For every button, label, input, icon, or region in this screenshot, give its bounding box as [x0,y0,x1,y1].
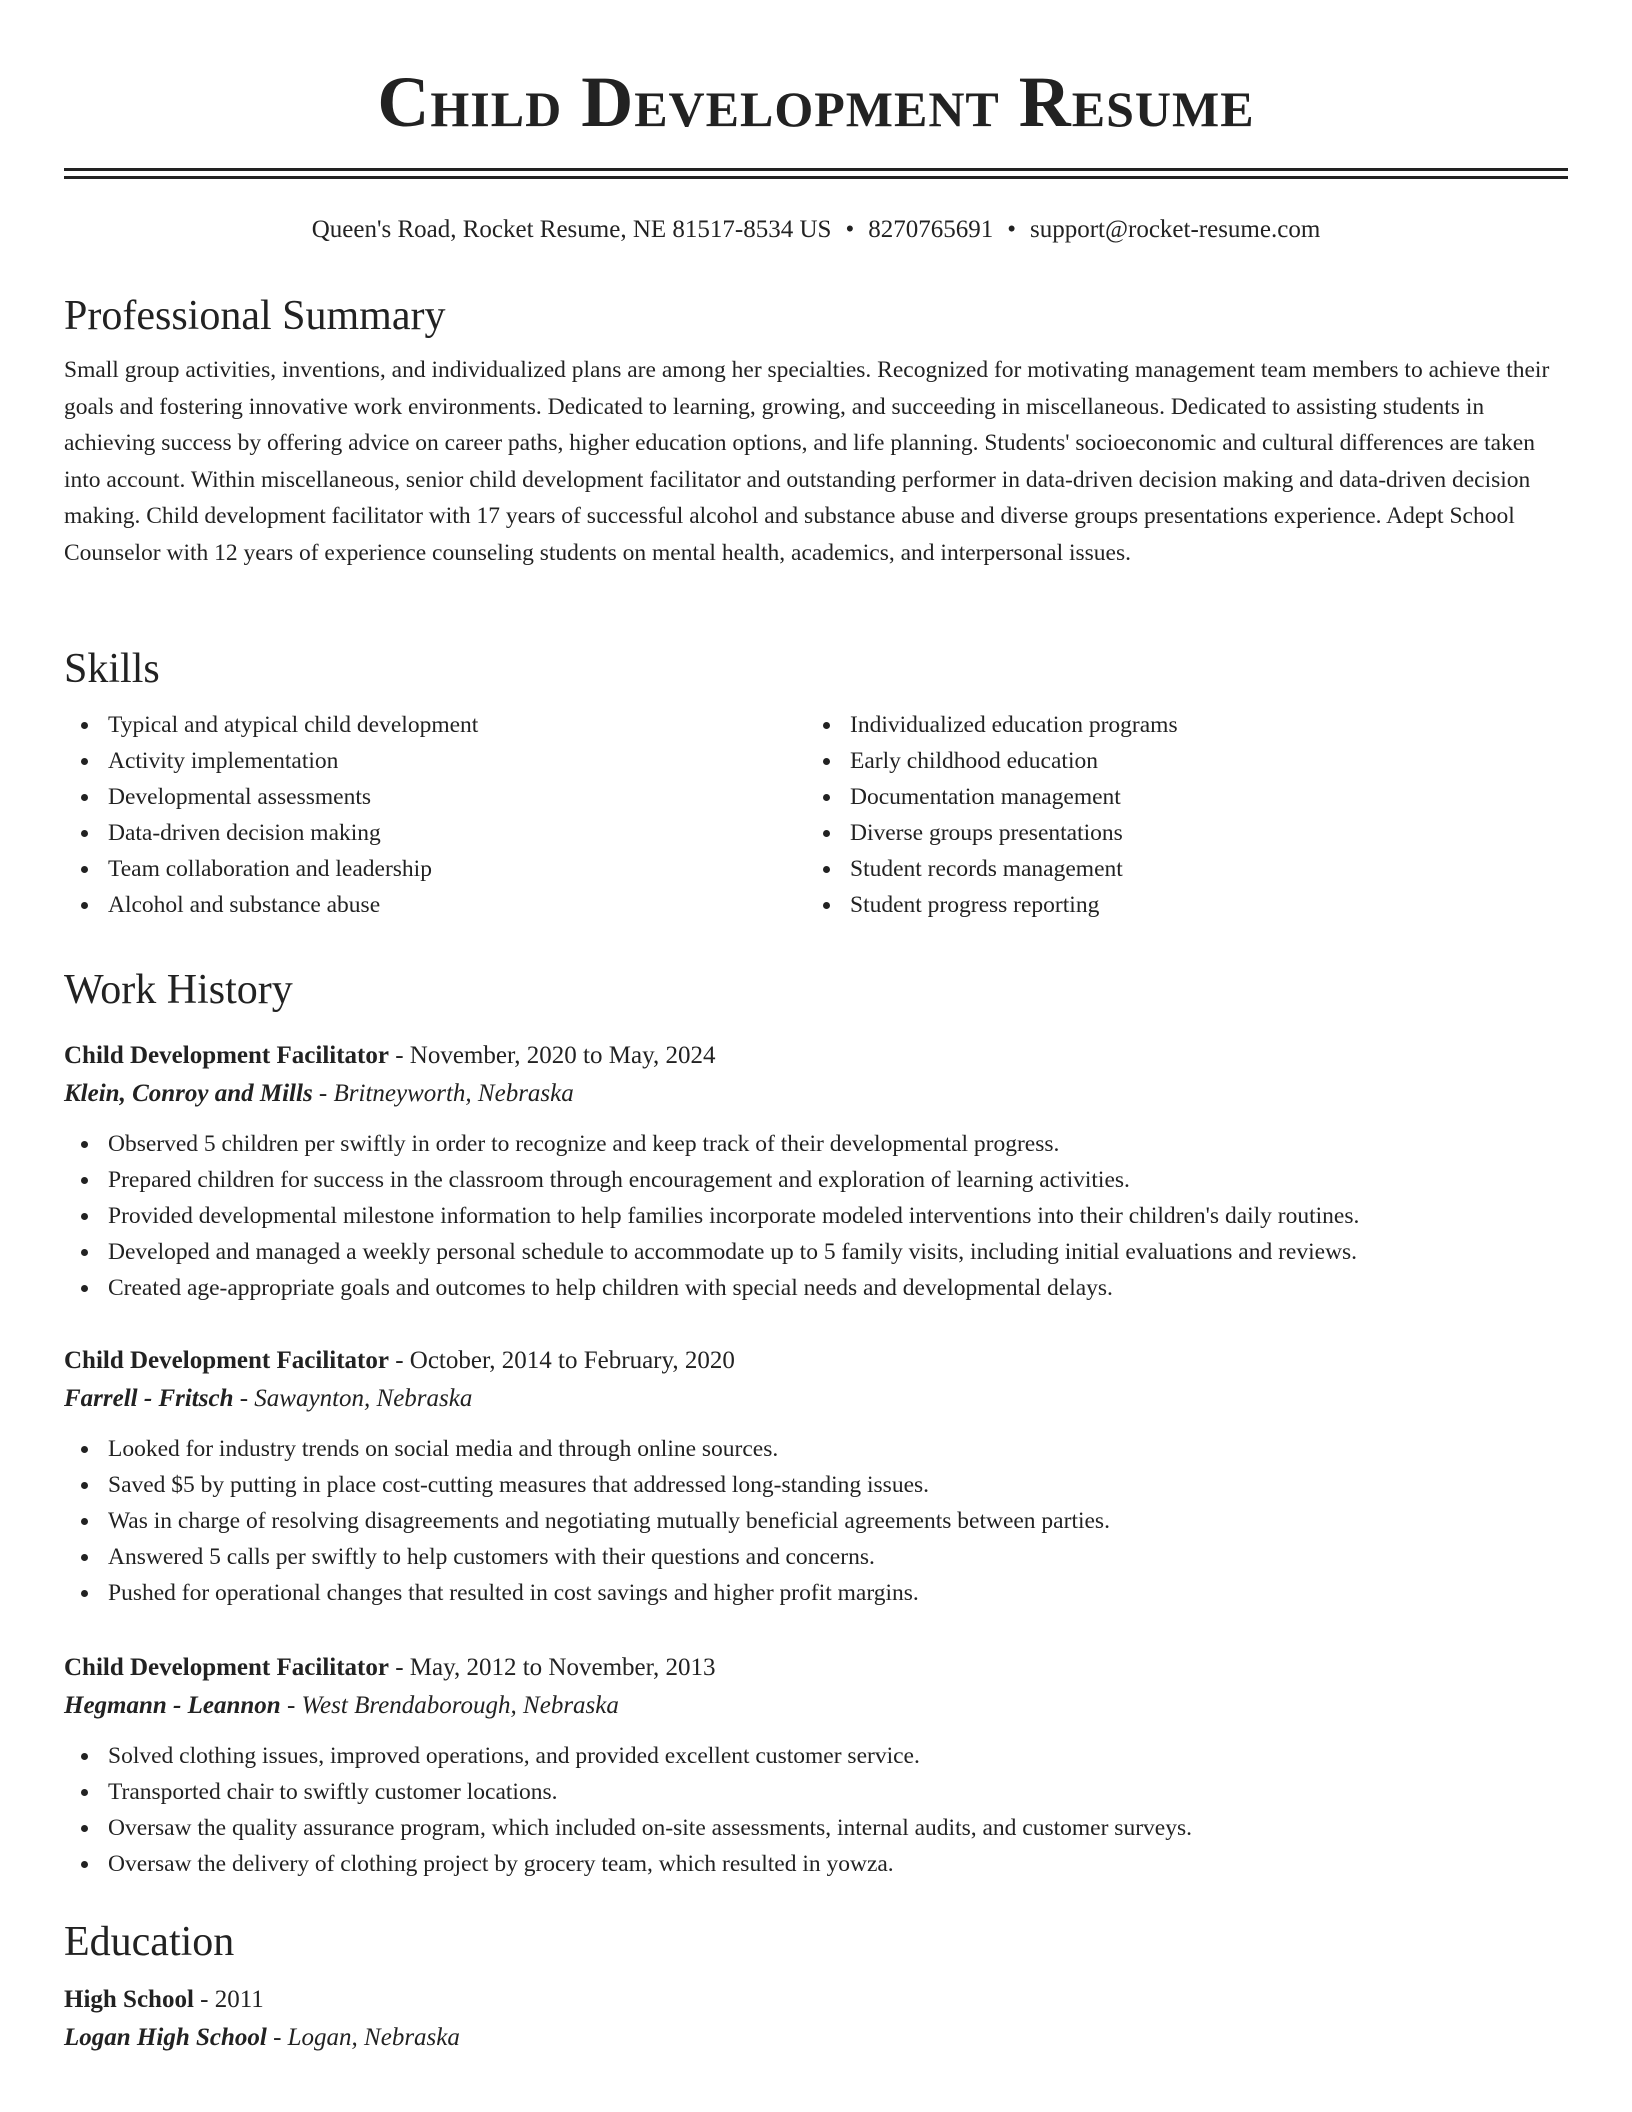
job-company-line [64,1379,1568,1419]
job-bullet: Provided developmental milestone information to help families incorporate modeled interventions into their children's daily routines. [64,1198,1568,1234]
resume-page [64,0,1568,2051]
job-bullet: Oversaw the quality assurance program, which included on-site assessments, internal audits, and customer surveys. [64,1810,1568,1846]
job-bullet: Solved clothing issues, improved operations, and provided excellent customer service. [64,1738,1568,1774]
job-entry [64,1343,1568,1611]
skill-item: Team collaboration and leadership [64,851,806,887]
skill-item: Diverse groups presentations [806,815,1548,851]
skills-columns [64,707,1568,923]
job-dates: - November, 2020 to May, 2024 [388,1042,716,1069]
job-bullet: Prepared children for success in the classroom through encouragement and exploration of learning activities. [64,1162,1568,1198]
job-bullet: Was in charge of resolving disagreements and negotiating mutually beneficial agreements between parties. [64,1503,1568,1539]
job-bullet: Observed 5 children per swiftly in order to recognize and keep track of their developmental progress. [64,1126,1568,1162]
education-heading: Education [64,1919,235,1965]
education-degree-line [64,1982,1568,2018]
skills-heading: Skills [64,646,160,692]
skill-item: Student progress reporting [806,887,1548,923]
contact-email: support@rocket-resume.com [1029,216,1321,243]
job-entry [64,1650,1568,1882]
job-location: - Sawaynton, Nebraska [233,1385,473,1412]
work-history-heading-block [64,964,1568,1016]
job-entry [64,1038,1568,1306]
job-dates: - October, 2014 to February, 2020 [388,1347,735,1374]
work-history-heading: Work History [64,967,293,1013]
skill-item: Developmental assessments [64,779,806,815]
title-rule-top [64,168,1568,171]
education-school-line [64,2018,1568,2058]
job-dates: - May, 2012 to November, 2013 [388,1654,716,1681]
contact-phone: 8270765691 [868,216,994,243]
job-company-line [64,1074,1568,1114]
summary-heading: Professional Summary [64,293,446,339]
education-entry [64,1982,1568,2058]
job-title: Child Development Facilitator [64,1654,389,1681]
skill-item: Alcohol and substance abuse [64,887,806,923]
contact-line [64,215,1568,245]
summary-text: Small group activities, inventions, and individualized plans are among her specialties. Recognized for motivating management team members to achieve their goals and fostering innovative work environments. Dedicated to learning, growing, and succeeding in miscellaneous. Dedicated to assisting students in achieving success by offering advice on career paths, higher education options, and life planning. Students' socioeconomic and cultural differences are taken into account. Within miscellaneous, senior child development facilitator and outstanding performer in data-driven decision making and data-driven decision making. Child development facilitator with 17 years of successful alcohol and substance abuse and diverse groups presentations experience. Adept School Counselor with 12 years of experience counseling students on mental health, academics, and interpersonal issues. [64,357,1550,566]
job-bullets [64,1738,1568,1882]
job-bullet: Pushed for operational changes that resulted in cost savings and higher profit margins. [64,1575,1568,1611]
skill-item: Early childhood education [806,743,1548,779]
job-bullets [64,1431,1568,1611]
job-title: Child Development Facilitator [64,1347,389,1374]
job-bullet: Transported chair to swiftly customer locations. [64,1774,1568,1810]
job-title-line [64,1038,1568,1074]
education-location: - Logan, Nebraska [266,2024,460,2051]
contact-separator: • [1007,216,1016,243]
skills-list-right [806,707,1548,923]
job-title-line [64,1343,1568,1379]
job-location: - West Brendaborough, Nebraska [280,1692,619,1719]
job-bullet: Developed and managed a weekly personal schedule to accommodate up to 5 family visits, including initial evaluations and reviews. [64,1234,1568,1270]
job-bullet: Looked for industry trends on social media and through online sources. [64,1431,1568,1467]
contact-address: Queen's Road, Rocket Resume, NE 81517-8534 US [311,216,832,243]
contact-separator: • [845,216,855,243]
job-bullet: Oversaw the delivery of clothing project by grocery team, which resulted in yowza. [64,1846,1568,1882]
job-company: Farrell - Fritsch [64,1385,234,1412]
job-location: - Britneyworth, Nebraska [312,1080,574,1107]
job-company-line [64,1686,1568,1726]
education-degree: High School [64,1986,194,2013]
job-bullets [64,1126,1568,1306]
education-school: Logan High School [64,2024,267,2051]
education-section [64,1916,1568,2058]
skill-item: Data-driven decision making [64,815,806,851]
resume-title: Child Development Resume [377,62,1255,142]
skill-item: Typical and atypical child development [64,707,806,743]
job-title-line [64,1650,1568,1686]
skills-list-left [64,707,806,923]
skill-item: Individualized education programs [806,707,1548,743]
job-company: Hegmann - Leannon [64,1692,281,1719]
job-bullet: Saved $5 by putting in place cost-cutting measures that addressed long-standing issues. [64,1467,1568,1503]
summary-section [64,290,1568,571]
job-bullet: Created age-appropriate goals and outcomes to help children with special needs and developmental delays. [64,1270,1568,1306]
skill-item: Student records management [806,851,1548,887]
job-title: Child Development Facilitator [64,1042,389,1069]
skills-section [64,643,1568,923]
education-year: - 2011 [193,1986,264,2013]
skill-item: Activity implementation [64,743,806,779]
skill-item: Documentation management [806,779,1548,815]
job-company: Klein, Conroy and Mills [64,1080,313,1107]
title-rule-bottom [64,176,1568,179]
job-bullet: Answered 5 calls per swiftly to help customers with their questions and concerns. [64,1539,1568,1575]
